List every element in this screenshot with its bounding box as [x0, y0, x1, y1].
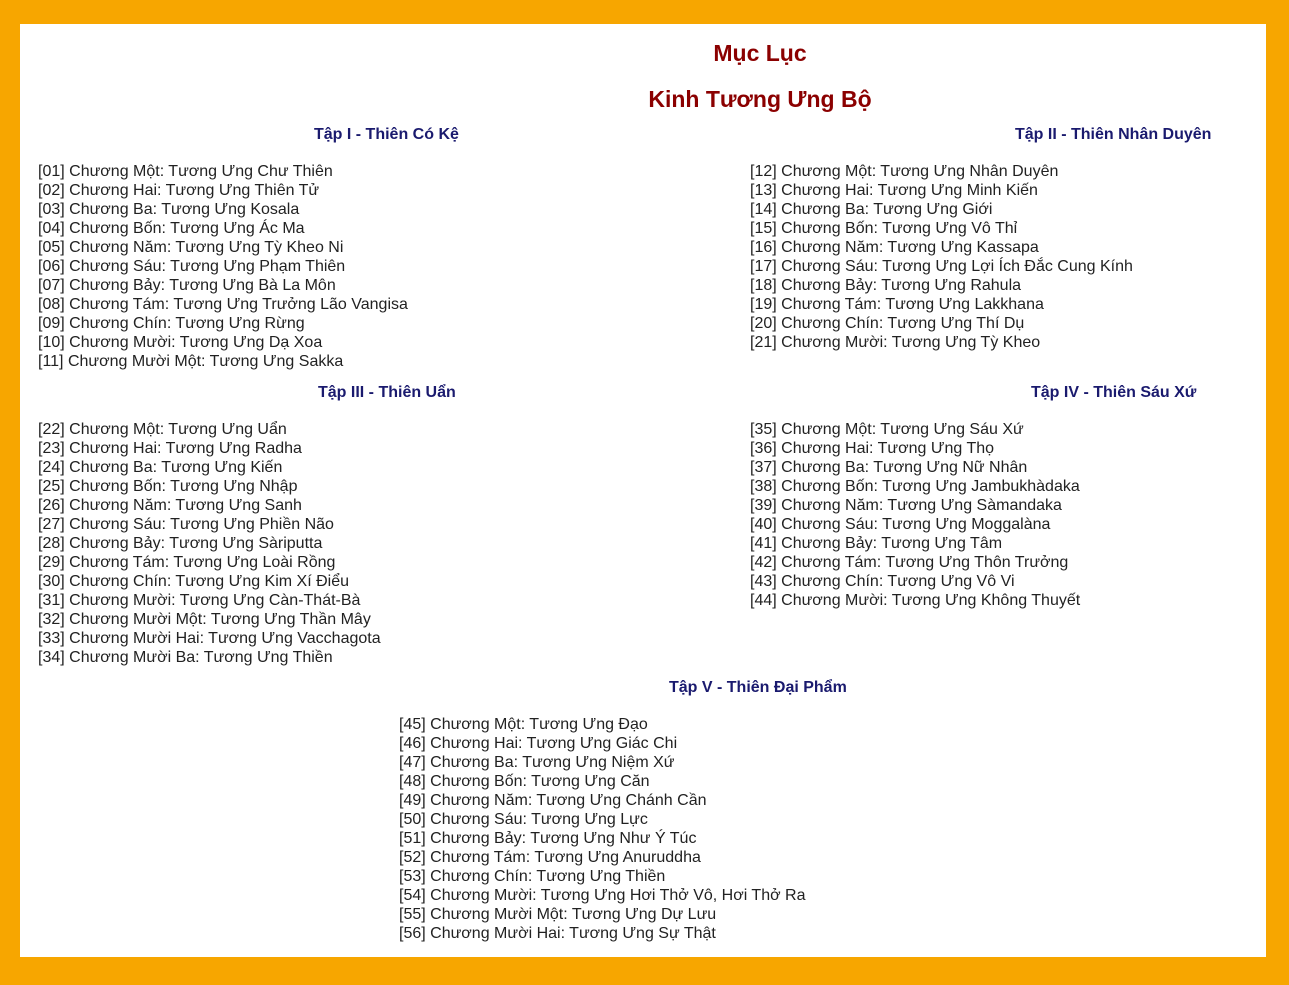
chapter-link[interactable]: [44] Chương Mười: Tương Ưng Không Thuyết	[750, 592, 1081, 609]
chapter-list-volume-3	[38, 420, 381, 667]
list-item	[750, 257, 1133, 276]
chapter-list-volume-5	[399, 715, 806, 943]
chapter-link[interactable]: [38] Chương Bốn: Tương Ưng Jambukhàdaka	[750, 478, 1080, 495]
chapter-link[interactable]: [19] Chương Tám: Tương Ưng Lakkhana	[750, 296, 1044, 313]
list-item	[38, 477, 381, 496]
chapter-link[interactable]: [50] Chương Sáu: Tương Ưng Lực	[399, 811, 648, 828]
list-item	[38, 352, 408, 371]
chapter-link[interactable]: [08] Chương Tám: Tương Ưng Trưởng Lão Vangisa	[38, 296, 408, 313]
list-item	[38, 314, 408, 333]
list-item	[399, 848, 806, 867]
page-subtitle: Kinh Tương Ưng Bộ	[648, 86, 872, 112]
list-item	[750, 458, 1080, 477]
chapter-link[interactable]: [15] Chương Bốn: Tương Ưng Vô Thỉ	[750, 220, 1018, 237]
chapter-link[interactable]: [07] Chương Bảy: Tương Ưng Bà La Môn	[38, 277, 336, 294]
volume-heading-1: Tập I - Thiên Có Kệ	[314, 126, 459, 143]
list-item	[38, 534, 381, 553]
list-item	[38, 200, 408, 219]
chapter-link[interactable]: [37] Chương Ba: Tương Ưng Nữ Nhân	[750, 459, 1028, 476]
chapter-link[interactable]: [39] Chương Năm: Tương Ưng Sàmandaka	[750, 497, 1062, 514]
chapter-list-volume-4	[750, 420, 1080, 610]
chapter-link[interactable]: [54] Chương Mười: Tương Ưng Hơi Thở Vô, Hơi Thở Ra	[399, 887, 806, 904]
list-item	[750, 496, 1080, 515]
chapter-link[interactable]: [10] Chương Mười: Tương Ưng Dạ Xoa	[38, 334, 323, 351]
chapter-list-volume-2	[750, 162, 1133, 352]
chapter-link[interactable]: [05] Chương Năm: Tương Ưng Tỳ Kheo Ni	[38, 239, 344, 256]
list-item	[38, 181, 408, 200]
list-item	[38, 295, 408, 314]
list-item	[38, 276, 408, 295]
chapter-link[interactable]: [12] Chương Một: Tương Ưng Nhân Duyên	[750, 163, 1059, 180]
chapter-list-volume-1	[38, 162, 408, 371]
list-item	[38, 610, 381, 629]
list-item	[750, 572, 1080, 591]
volume-heading-4: Tập IV - Thiên Sáu Xứ	[1031, 384, 1197, 401]
list-item	[38, 162, 408, 181]
volume-heading-2: Tập II - Thiên Nhân Duyên	[1015, 126, 1212, 143]
list-item	[750, 477, 1080, 496]
chapter-link[interactable]: [16] Chương Năm: Tương Ưng Kassapa	[750, 239, 1039, 256]
list-item	[38, 420, 381, 439]
list-item	[750, 238, 1133, 257]
list-item	[399, 715, 806, 734]
list-item	[38, 515, 381, 534]
list-item	[399, 829, 806, 848]
chapter-link[interactable]: [45] Chương Một: Tương Ưng Đạo	[399, 716, 648, 733]
list-item	[399, 810, 806, 829]
chapter-link[interactable]: [56] Chương Mười Hai: Tương Ưng Sự Thật	[399, 925, 716, 942]
chapter-link[interactable]: [41] Chương Bảy: Tương Ưng Tâm	[750, 535, 1003, 552]
chapter-link[interactable]: [49] Chương Năm: Tương Ưng Chánh Cần	[399, 792, 707, 809]
list-item	[38, 333, 408, 352]
chapter-link[interactable]: [30] Chương Chín: Tương Ưng Kim Xí Điểu	[38, 573, 350, 590]
chapter-link[interactable]: [43] Chương Chín: Tương Ưng Vô Vi	[750, 573, 1015, 590]
chapter-link[interactable]: [32] Chương Mười Một: Tương Ưng Thần Mây	[38, 611, 371, 628]
list-item	[399, 772, 806, 791]
volume-heading-3: Tập III - Thiên Uẩn	[318, 384, 456, 401]
chapter-link[interactable]: [29] Chương Tám: Tương Ưng Loài Rồng	[38, 554, 336, 571]
list-item	[38, 496, 381, 515]
chapter-link[interactable]: [26] Chương Năm: Tương Ưng Sanh	[38, 497, 302, 514]
chapter-link[interactable]: [18] Chương Bảy: Tương Ưng Rahula	[750, 277, 1022, 294]
chapter-link[interactable]: [02] Chương Hai: Tương Ưng Thiên Tử	[38, 182, 320, 199]
list-item	[38, 219, 408, 238]
list-item	[38, 553, 381, 572]
chapter-link[interactable]: [36] Chương Hai: Tương Ưng Thọ	[750, 440, 995, 457]
chapter-link[interactable]: [47] Chương Ba: Tương Ưng Niệm Xứ	[399, 754, 675, 771]
chapter-link[interactable]: [33] Chương Mười Hai: Tương Ưng Vacchagota	[38, 630, 381, 647]
chapter-link[interactable]: [03] Chương Ba: Tương Ưng Kosala	[38, 201, 300, 218]
list-item	[38, 591, 381, 610]
chapter-link[interactable]: [40] Chương Sáu: Tương Ưng Moggalàna	[750, 516, 1051, 533]
list-item	[38, 458, 381, 477]
chapter-link[interactable]: [06] Chương Sáu: Tương Ưng Phạm Thiên	[38, 258, 346, 275]
chapter-link[interactable]: [17] Chương Sáu: Tương Ưng Lợi Ích Đắc Cung Kính	[750, 258, 1133, 275]
chapter-link[interactable]: [23] Chương Hai: Tương Ưng Radha	[38, 440, 302, 457]
list-item	[750, 515, 1080, 534]
list-item	[399, 924, 806, 943]
chapter-link[interactable]: [24] Chương Ba: Tương Ưng Kiến	[38, 459, 283, 476]
chapter-link[interactable]: [11] Chương Mười Một: Tương Ưng Sakka	[38, 353, 344, 370]
page-title: Mục Lục	[713, 40, 807, 66]
list-item	[750, 314, 1133, 333]
list-item	[38, 629, 381, 648]
list-item	[750, 219, 1133, 238]
chapter-link[interactable]: [13] Chương Hai: Tương Ưng Minh Kiến	[750, 182, 1038, 199]
chapter-link[interactable]: [55] Chương Mười Một: Tương Ưng Dự Lưu	[399, 906, 717, 923]
list-item	[399, 867, 806, 886]
list-item	[38, 572, 381, 591]
chapter-link[interactable]: [53] Chương Chín: Tương Ưng Thiền	[399, 868, 666, 885]
list-item	[750, 534, 1080, 553]
list-item	[750, 553, 1080, 572]
chapter-link[interactable]: [48] Chương Bốn: Tương Ưng Căn	[399, 773, 650, 790]
chapter-link[interactable]: [46] Chương Hai: Tương Ưng Giác Chi	[399, 735, 678, 752]
chapter-link[interactable]: [25] Chương Bốn: Tương Ưng Nhập	[38, 478, 298, 495]
list-item	[750, 420, 1080, 439]
list-item	[750, 162, 1133, 181]
chapter-link[interactable]: [09] Chương Chín: Tương Ưng Rừng	[38, 315, 305, 332]
chapter-link[interactable]: [04] Chương Bốn: Tương Ưng Ác Ma	[38, 220, 305, 237]
chapter-link[interactable]: [27] Chương Sáu: Tương Ưng Phiền Não	[38, 516, 334, 533]
list-item	[750, 591, 1080, 610]
list-item	[750, 295, 1133, 314]
chapter-link[interactable]: [01] Chương Một: Tương Ưng Chư Thiên	[38, 163, 333, 180]
chapter-link[interactable]: [51] Chương Bảy: Tương Ưng Như Ý Túc	[399, 830, 697, 847]
list-item	[399, 753, 806, 772]
chapter-link[interactable]: [28] Chương Bảy: Tương Ưng Sàriputta	[38, 535, 323, 552]
chapter-link[interactable]: [20] Chương Chín: Tương Ưng Thí Dụ	[750, 315, 1025, 332]
list-item	[38, 648, 381, 667]
chapter-link[interactable]: [21] Chương Mười: Tương Ưng Tỳ Kheo	[750, 334, 1041, 351]
list-item	[38, 238, 408, 257]
list-item	[38, 439, 381, 458]
chapter-link[interactable]: [14] Chương Ba: Tương Ưng Giới	[750, 201, 993, 218]
list-item	[750, 181, 1133, 200]
list-item	[399, 791, 806, 810]
chapter-link[interactable]: [52] Chương Tám: Tương Ưng Anuruddha	[399, 849, 701, 866]
chapter-link[interactable]: [42] Chương Tám: Tương Ưng Thôn Trưởng	[750, 554, 1069, 571]
chapter-link[interactable]: [34] Chương Mười Ba: Tương Ưng Thiền	[38, 649, 333, 666]
list-item	[750, 333, 1133, 352]
chapter-link[interactable]: [22] Chương Một: Tương Ưng Uẩn	[38, 421, 287, 438]
list-item	[38, 257, 408, 276]
volume-heading-5: Tập V - Thiên Đại Phẩm	[669, 679, 847, 696]
chapter-link[interactable]: [31] Chương Mười: Tương Ưng Càn-Thát-Bà	[38, 592, 361, 609]
list-item	[399, 886, 806, 905]
list-item	[750, 276, 1133, 295]
content-page	[20, 24, 1266, 957]
list-item	[399, 734, 806, 753]
chapter-link[interactable]: [35] Chương Một: Tương Ưng Sáu Xứ	[750, 421, 1024, 438]
list-item	[750, 439, 1080, 458]
list-item	[399, 905, 806, 924]
list-item	[750, 200, 1133, 219]
